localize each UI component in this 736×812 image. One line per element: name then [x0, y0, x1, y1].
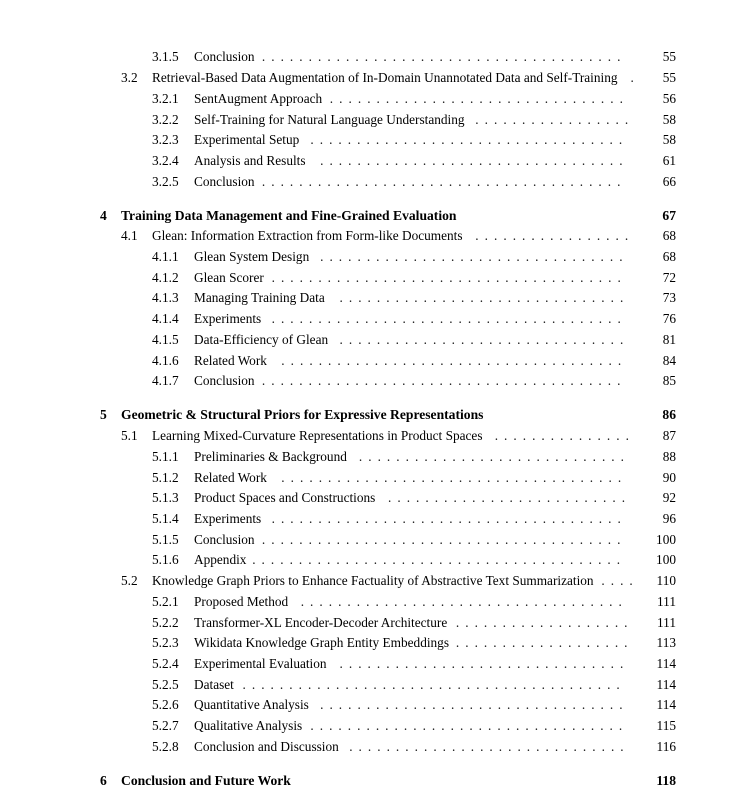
dot-leader: . . . . . . . . . . . . . . . . . . . . . . . . . . . . . . . . . . . . . . — [271, 270, 621, 285]
toc-entry-page: 72 — [662, 270, 676, 285]
toc-entry-title: Conclusion — [194, 532, 255, 547]
toc-entry-number: 3.2.2 — [152, 112, 179, 127]
dot-leader: . . . . . . . . . . . . . . . . . . . . . . . . . . . . . . . . . . . . . . . — [261, 532, 621, 547]
toc-entry-number: 4.1.7 — [152, 373, 179, 388]
toc-entry-page: 84 — [662, 353, 676, 368]
toc-entry-title: Analysis and Results — [194, 153, 306, 168]
toc-entry-title: Related Work — [194, 470, 267, 485]
dot-leader: . . . . . . . . . . . . . . . . . . . — [455, 635, 628, 650]
toc-section — [0, 426, 736, 446]
toc-subsection — [0, 288, 736, 308]
toc-entry-page: 90 — [662, 470, 676, 485]
toc-entry-page: 67 — [662, 208, 676, 223]
toc-entry-page: 114 — [656, 697, 676, 712]
toc-subsection — [0, 47, 736, 67]
dot-leader: . . . . . . . . . . . . . . . . . . . — [455, 615, 628, 630]
toc-subsection — [0, 130, 736, 150]
dot-leader: . . . . . . . . . . . . . . . . . . . . . . . . . . . . . . . — [339, 656, 624, 671]
dot-leader: . . . . . . . . . . . . . . . . . . . . . . . . . . . . . . . . — [329, 91, 623, 106]
toc-entry-number: 4.1 — [121, 228, 138, 243]
toc-entry-title: Glean Scorer — [194, 270, 264, 285]
toc-entry-page: 113 — [656, 635, 676, 650]
toc-entry-page: 116 — [656, 739, 676, 754]
toc-entry-title: Conclusion and Discussion — [194, 739, 339, 754]
toc-entry-number: 5.1.5 — [152, 532, 179, 547]
toc-entry-title: Conclusion — [194, 174, 255, 189]
toc-entry-page: 111 — [657, 615, 676, 630]
toc-subsection — [0, 737, 736, 757]
toc-entry-page: 85 — [662, 373, 676, 388]
toc-entry-page: 73 — [662, 290, 676, 305]
toc-subsection — [0, 716, 736, 736]
toc-entry-title: Product Spaces and Constructions — [194, 490, 376, 505]
toc-entry-number: 5.2.5 — [152, 677, 179, 692]
dot-leader: . . . . . . . . . . . . . . . . . . . . . . . . . . . . . — [358, 449, 624, 464]
toc-subsection — [0, 633, 736, 653]
toc-entry-number: 4.1.1 — [152, 249, 179, 264]
toc-entry-page: 110 — [656, 573, 676, 588]
toc-chapter — [0, 206, 736, 226]
toc-subsection — [0, 592, 736, 612]
dot-leader: . . . . . . . . . . . . . . . . . . . . . . . . . . . . . . . . . — [320, 249, 623, 264]
toc-entry-page: 86 — [662, 407, 676, 422]
dot-leader: . . . . . . . . . . . . . . . . . . . . . . . . . . . . . . — [349, 739, 624, 754]
toc-entry-title: Experimental Setup — [194, 132, 300, 147]
toc-entry-title: Appendix — [194, 552, 247, 567]
toc-entry-number: 6 — [100, 773, 107, 788]
toc-entry-page: 56 — [662, 91, 676, 106]
toc-entry-number: 5.1.4 — [152, 511, 179, 526]
toc-subsection — [0, 675, 736, 695]
toc-entry-number: 3.1.5 — [152, 49, 179, 64]
toc-entry-title: Self-Training for Natural Language Understanding — [194, 112, 465, 127]
toc-entry-page: 115 — [656, 718, 676, 733]
toc-entry-title: Related Work — [194, 353, 267, 368]
toc-subsection — [0, 330, 736, 350]
dot-leader: . . . . . . . . . . . . . . . . . . . . . . . . . . . . . . . . . . . . . . . — [261, 49, 621, 64]
toc-entry-page: 114 — [656, 656, 676, 671]
toc-subsection — [0, 309, 736, 329]
toc-entry-title: Wikidata Knowledge Graph Entity Embeddings — [194, 635, 450, 650]
toc-section — [0, 68, 736, 88]
dot-leader: . . . . . . . . . . . . . . . . . . . . . . . . . . . . . . . . . . . . . — [281, 353, 622, 368]
toc-entry-number: 3.2.3 — [152, 132, 179, 147]
dot-leader: . . . . . . . . . . . . . . . . . . . . . . . . . . — [388, 490, 626, 505]
toc-entry-number: 3.2 — [121, 70, 138, 85]
toc-entry-title: Conclusion — [194, 49, 255, 64]
toc-entry-page: 88 — [662, 449, 676, 464]
dot-leader: . . . . . . . . . . . . . . . . . . . . . . . . . . . . . . . . . . — [310, 132, 623, 147]
toc-entry-page: 87 — [662, 428, 676, 443]
toc-entry-number: 5.2.6 — [152, 697, 179, 712]
dot-leader: . . . . . . . . . . . . . . . . . . . . . . . . . . . . . . . . . . . . . . . . — [252, 552, 621, 567]
toc-entry-number: 3.2.5 — [152, 174, 179, 189]
toc-chapter — [0, 771, 736, 791]
toc-entry-number: 4.1.6 — [152, 353, 179, 368]
dot-leader: . . . . . . . . . . . . . . . — [494, 428, 629, 443]
toc-entry-number: 3.2.4 — [152, 153, 179, 168]
toc-subsection — [0, 550, 736, 570]
toc-entry-number: 4.1.4 — [152, 311, 179, 326]
toc-entry-title: Experiments — [194, 511, 262, 526]
dot-leader: . . . . . . . . . . . . . . . . . . . . . . . . . . . . . . . . . — [320, 697, 623, 712]
dot-leader: . — [630, 70, 634, 85]
toc-entry-title: Dataset — [194, 677, 234, 692]
toc-subsection — [0, 654, 736, 674]
toc-entry-number: 5.2.7 — [152, 718, 179, 733]
toc-entry-page: 61 — [662, 153, 676, 168]
toc-entry-page: 81 — [662, 332, 676, 347]
toc-entry-page: 96 — [662, 511, 676, 526]
toc-entry-title: Experimental Evaluation — [194, 656, 327, 671]
toc-entry-title: Data-Efficiency of Glean — [194, 332, 329, 347]
toc-subsection — [0, 110, 736, 130]
toc-subsection — [0, 89, 736, 109]
toc-subsection — [0, 530, 736, 550]
dot-leader: . . . . . . . . . . . . . . . . . . . . . . . . . . . . . . . . . . . . . . . — [261, 174, 621, 189]
toc-entry-title: Qualitative Analysis — [194, 718, 303, 733]
dot-leader: . . . . . . . . . . . . . . . . . . . . . . . . . . . . . . . . . — [320, 153, 623, 168]
toc-entry-title: Learning Mixed-Curvature Representations in Product Spaces — [152, 428, 483, 443]
toc-entry-title: Training Data Management and Fine-Grained Evaluation — [121, 208, 457, 223]
toc-entry-page: 55 — [662, 49, 676, 64]
toc-subsection — [0, 488, 736, 508]
dot-leader: . . . . . . . . . . . . . . . . . — [475, 112, 629, 127]
toc-entry-title: Glean: Information Extraction from Form-like Documents — [152, 228, 463, 243]
toc-entry-title: Glean System Design — [194, 249, 310, 264]
toc-entry-number: 5.2.2 — [152, 615, 179, 630]
toc-entry-title: Geometric & Structural Priors for Expressive Representations — [121, 407, 484, 422]
toc-entry-number: 5.1.6 — [152, 552, 179, 567]
toc-entry-number: 5.1.2 — [152, 470, 179, 485]
toc-subsection — [0, 151, 736, 171]
toc-entry-page: 111 — [657, 594, 676, 609]
toc-entry-title: Experiments — [194, 311, 262, 326]
toc-entry-title: Conclusion — [194, 373, 255, 388]
toc-entry-page: 68 — [662, 228, 676, 243]
toc-entry-page: 114 — [656, 677, 676, 692]
toc-entry-number: 5.2.4 — [152, 656, 179, 671]
toc-entry-number: 5.1.3 — [152, 490, 179, 505]
toc-subsection — [0, 172, 736, 192]
toc-entry-page: 100 — [656, 532, 676, 547]
toc-entry-page: 66 — [662, 174, 676, 189]
toc-entry-page: 58 — [662, 112, 676, 127]
toc-subsection — [0, 468, 736, 488]
dot-leader: . . . . . . . . . . . . . . . . . . . . . . . . . . . . . . . — [339, 290, 624, 305]
toc-subsection — [0, 371, 736, 391]
toc-entry-number: 5.1.1 — [152, 449, 179, 464]
toc-entry-number: 3.2.1 — [152, 91, 179, 106]
toc-entry-title: Transformer-XL Encoder-Decoder Architecture — [194, 615, 448, 630]
toc-entry-title: Knowledge Graph Priors to Enhance Factuality of Abstractive Text Summarization — [152, 573, 594, 588]
toc-entry-title: Quantitative Analysis — [194, 697, 309, 712]
dot-leader: . . . . . . . . . . . . . . . . . . . . . . . . . . . . . . . . . . . — [300, 594, 622, 609]
toc-entry-title: Conclusion and Future Work — [121, 773, 291, 788]
dot-leader: . . . . . . . . . . . . . . . . . — [475, 228, 629, 243]
toc-entry-page: 92 — [662, 490, 676, 505]
toc-subsection — [0, 247, 736, 267]
toc-entry-title: Preliminaries & Background — [194, 449, 347, 464]
dot-leader: . . . . — [601, 573, 633, 588]
dot-leader: . . . . . . . . . . . . . . . . . . . . . . . . . . . . . . . . . . . . . . . . . — [242, 677, 620, 692]
toc-entry-page: 118 — [656, 773, 676, 788]
toc-entry-number: 5.2.3 — [152, 635, 179, 650]
toc-section — [0, 571, 736, 591]
dot-leader: . . . . . . . . . . . . . . . . . . . . . . . . . . . . . . . . . . — [310, 718, 623, 733]
toc-subsection — [0, 509, 736, 529]
toc-entry-number: 5.2 — [121, 573, 138, 588]
dot-leader: . . . . . . . . . . . . . . . . . . . . . . . . . . . . . . . . . . . . . — [281, 470, 622, 485]
toc-entry-number: 4.1.5 — [152, 332, 179, 347]
dot-leader: . . . . . . . . . . . . . . . . . . . . . . . . . . . . . . . . . . . . . . — [271, 511, 621, 526]
toc-entry-number: 5.2.1 — [152, 594, 179, 609]
toc-entry-title: SentAugment Approach — [194, 91, 323, 106]
toc-subsection — [0, 613, 736, 633]
toc-subsection — [0, 351, 736, 371]
toc-chapter — [0, 405, 736, 425]
toc-entry-page: 68 — [662, 249, 676, 264]
toc-entry-title: Retrieval-Based Data Augmentation of In-Domain Unannotated Data and Self-Training — [152, 70, 618, 85]
toc-entry-number: 4.1.3 — [152, 290, 179, 305]
toc-entry-page: 58 — [662, 132, 676, 147]
toc-subsection — [0, 268, 736, 288]
toc-section — [0, 226, 736, 246]
toc-entry-page: 55 — [662, 70, 676, 85]
toc-subsection — [0, 447, 736, 467]
toc-entry-number: 4.1.2 — [152, 270, 179, 285]
toc-subsection — [0, 695, 736, 715]
toc-entry-title: Proposed Method — [194, 594, 289, 609]
toc-entry-number: 4 — [100, 208, 107, 223]
toc-entry-page: 76 — [662, 311, 676, 326]
toc-entry-number: 5.1 — [121, 428, 138, 443]
dot-leader: . . . . . . . . . . . . . . . . . . . . . . . . . . . . . . . . . . . . . . . — [261, 373, 621, 388]
toc-entry-title: Managing Training Data — [194, 290, 325, 305]
toc-entry-number: 5.2.8 — [152, 739, 179, 754]
dot-leader: . . . . . . . . . . . . . . . . . . . . . . . . . . . . . . . . . . . . . . — [271, 311, 621, 326]
dot-leader: . . . . . . . . . . . . . . . . . . . . . . . . . . . . . . . — [339, 332, 624, 347]
toc-entry-number: 5 — [100, 407, 107, 422]
toc-entry-page: 100 — [656, 552, 676, 567]
